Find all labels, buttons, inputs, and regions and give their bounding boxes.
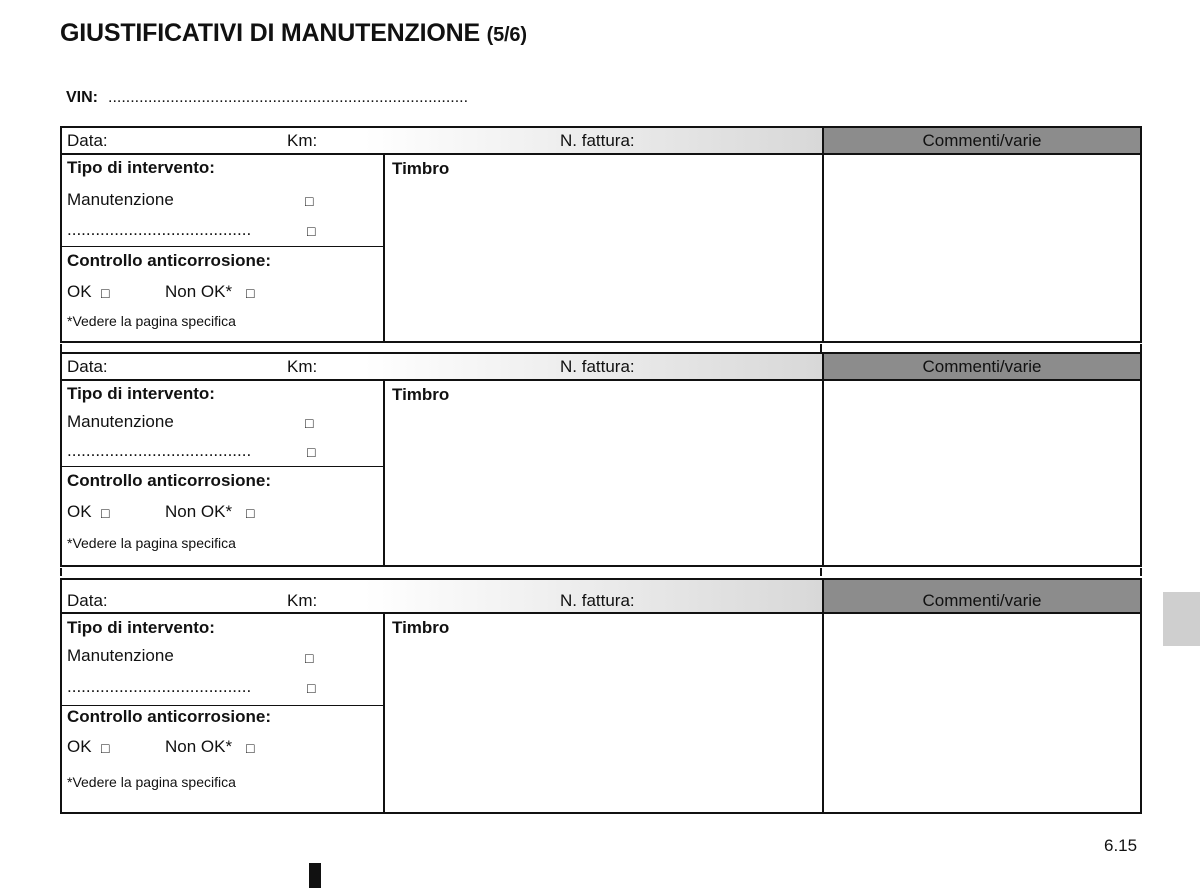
non-ok-label: Non OK* <box>165 737 233 756</box>
stamp-label: Timbro <box>392 618 450 637</box>
data-label: Data: <box>67 591 108 610</box>
stamp-label: Timbro <box>392 159 450 178</box>
intervention-type-section <box>62 381 383 467</box>
page-title-suffix: (5/6) <box>486 24 527 46</box>
other-intervention-dots: ....................................... <box>67 441 252 460</box>
other-intervention-checkbox[interactable]: □ <box>307 223 316 239</box>
intervention-column <box>62 155 385 341</box>
data-label: Data: <box>67 131 108 150</box>
other-intervention-checkbox[interactable]: □ <box>307 680 316 696</box>
stamp-label: Timbro <box>392 385 450 404</box>
comments-label: Commenti/varie <box>822 354 1140 379</box>
footnote: *Vedere la pagina specifica <box>67 774 236 790</box>
section-side-tab <box>1163 592 1200 646</box>
anticorrosion-section <box>62 467 383 565</box>
non-ok-label: Non OK* <box>165 282 233 301</box>
maintenance-checkbox[interactable]: □ <box>305 650 314 666</box>
maintenance-record-3 <box>60 578 1142 814</box>
km-label: Km: <box>287 131 318 150</box>
intervention-type-label: Tipo di intervento: <box>67 384 215 403</box>
ok-label: OK <box>67 282 92 301</box>
comments-area <box>822 155 1140 341</box>
comments-label: Commenti/varie <box>822 128 1140 153</box>
record-header <box>62 580 1140 614</box>
anticorrosion-label: Controllo anticorrosione: <box>67 471 271 490</box>
intervention-type-label: Tipo di intervento: <box>67 618 215 637</box>
maintenance-record-2 <box>60 352 1142 567</box>
page-number: 6.15 <box>1104 836 1138 855</box>
record-header <box>62 128 1140 155</box>
maintenance-checkbox[interactable]: □ <box>305 193 314 209</box>
separator-divider <box>820 568 822 576</box>
ok-checkbox[interactable]: □ <box>101 285 110 301</box>
record-separator <box>60 568 1142 576</box>
ok-label: OK <box>67 737 92 756</box>
vin-line <box>66 89 468 107</box>
comments-label: Commenti/varie <box>822 580 1140 612</box>
km-label: Km: <box>287 357 318 376</box>
record-separator <box>60 344 1142 352</box>
non-ok-checkbox[interactable]: □ <box>246 285 255 301</box>
maintenance-checkbox[interactable]: □ <box>305 415 314 431</box>
comments-area <box>822 614 1140 812</box>
vin-label: VIN: <box>66 89 98 106</box>
anticorrosion-section <box>62 706 383 812</box>
km-label: Km: <box>287 591 318 610</box>
footnote: *Vedere la pagina specifica <box>67 535 236 551</box>
other-intervention-checkbox[interactable]: □ <box>307 444 316 460</box>
maintenance-record-1 <box>60 126 1142 343</box>
data-label: Data: <box>67 357 108 376</box>
non-ok-label: Non OK* <box>165 502 233 521</box>
non-ok-checkbox[interactable]: □ <box>246 505 255 521</box>
separator-divider <box>820 344 822 352</box>
bottom-mark <box>309 863 321 888</box>
vin-value: ................................................................................. <box>108 89 469 106</box>
anticorrosion-section <box>62 247 383 339</box>
record-header <box>62 354 1140 381</box>
maintenance-label: Manutenzione <box>67 190 174 209</box>
footnote: *Vedere la pagina specifica <box>67 313 236 329</box>
intervention-column <box>62 381 385 565</box>
anticorrosion-label: Controllo anticorrosione: <box>67 707 271 726</box>
invoice-label: N. fattura: <box>560 357 635 376</box>
intervention-type-section <box>62 614 383 706</box>
ok-label: OK <box>67 502 92 521</box>
intervention-type-label: Tipo di intervento: <box>67 158 215 177</box>
other-intervention-dots: ....................................... <box>67 677 252 696</box>
invoice-label: N. fattura: <box>560 591 635 610</box>
record-body <box>62 155 1140 341</box>
page-title-main: GIUSTIFICATIVI DI MANUTENZIONE <box>60 19 480 47</box>
record-body <box>62 381 1140 565</box>
anticorrosion-label: Controllo anticorrosione: <box>67 251 271 270</box>
intervention-column <box>62 614 385 812</box>
ok-checkbox[interactable]: □ <box>101 740 110 756</box>
ok-checkbox[interactable]: □ <box>101 505 110 521</box>
non-ok-checkbox[interactable]: □ <box>246 740 255 756</box>
page-title <box>60 19 527 48</box>
intervention-type-section <box>62 155 383 247</box>
other-intervention-dots: ....................................... <box>67 220 252 239</box>
maintenance-label: Manutenzione <box>67 412 174 431</box>
comments-area <box>822 381 1140 565</box>
record-body <box>62 614 1140 812</box>
maintenance-label: Manutenzione <box>67 646 174 665</box>
invoice-label: N. fattura: <box>560 131 635 150</box>
